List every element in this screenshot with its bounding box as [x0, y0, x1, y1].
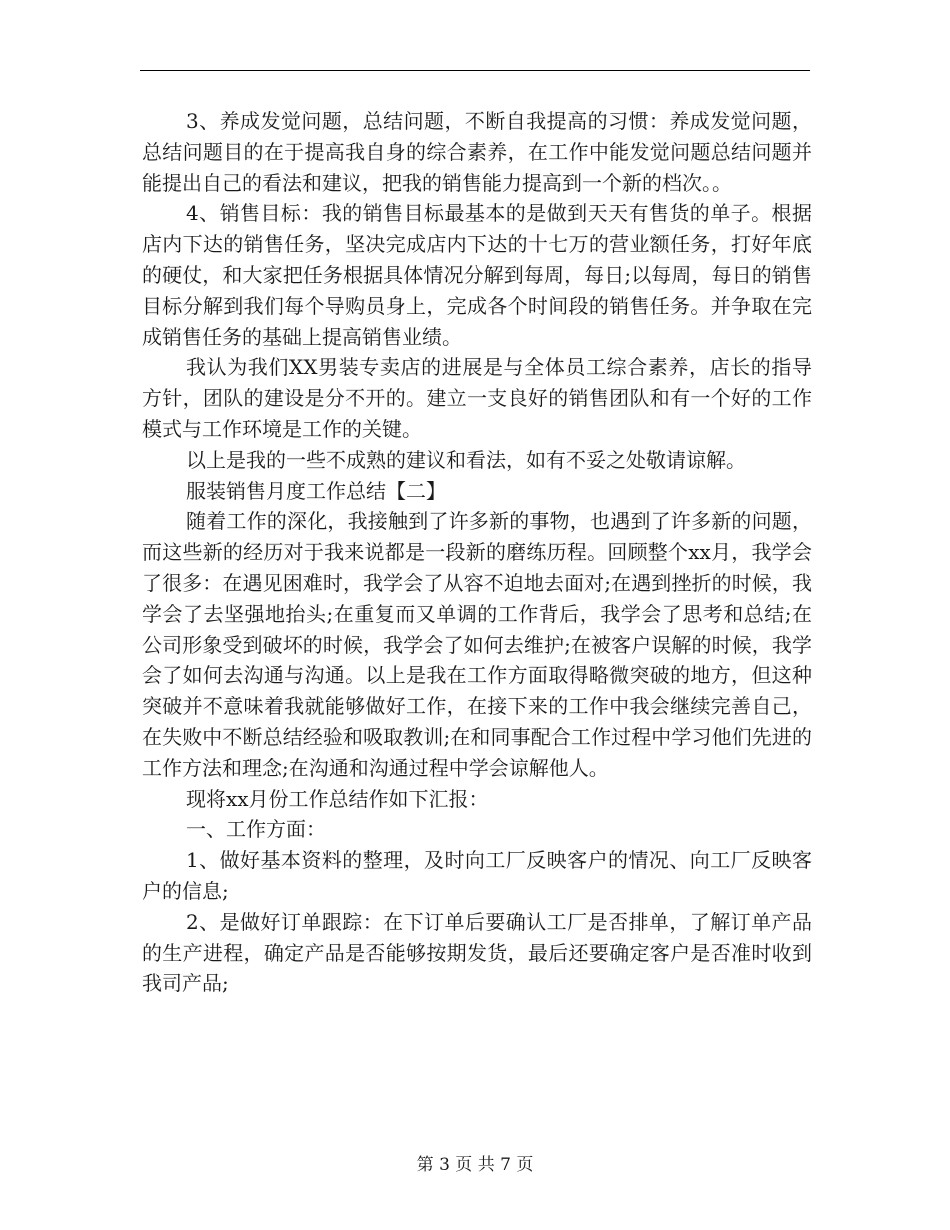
document-body: [142, 106, 812, 999]
subsection-heading: 一、工作方面：: [186, 817, 326, 842]
paragraph: 3、养成发觉问题，总结问题，不断自我提高的习惯：养成发觉问题，总结问题目的在于提高我自身的综合素养，在工作中能发觉问题总结问题并能提出自己的看法和建议，把我的销售能力提高到一个新的档次。。: [142, 109, 812, 195]
paragraph: 以上是我的一些不成熟的建议和看法，如有不妥之处敬请谅解。: [186, 447, 746, 472]
page-number: 第 3 页 共 7 页: [416, 1155, 534, 1175]
paragraph: 1、做好基本资料的整理，及时向工厂反映客户的情况、向工厂反映客户的信息;: [142, 848, 812, 903]
paragraph: 我认为我们XX男装专卖店的进展是与全体员工综合素养，店长的指导方针，团队的建设是分不开的。建立一支良好的销售团队和有一个好的工作模式与工作环境是工作的关键。: [142, 355, 812, 441]
paragraph: 4、销售目标：我的销售目标最基本的是做到天天有售货的单子。根据店内下达的销售任务，坚决完成店内下达的十七万的营业额任务，打好年底的硬仗，和大家把任务根据具体情况分解到每周，每日;以每周，每日的销售目标分解到我们每个导购员身上，完成各个时间段的销售任务。并争取在完成销售任务的基础上提高销售业绩。: [142, 201, 812, 349]
paragraph: 现将xx月份工作总结作如下汇报：: [186, 786, 489, 811]
header-rule: [140, 70, 810, 71]
paragraph: 随着工作的深化，我接触到了许多新的事物，也遇到了许多新的问题，而这些新的经历对于我来说都是一段新的磨练历程。回顾整个xx月，我学会了很多：在遇见困难时，我学会了从容不迫地去面对;在遇到挫折的时候，我学会了去坚强地抬头;在重复而又单调的工作背后，我学会了思考和总结;在公司形象受到破坏的时候，我学会了如何去维护;在被客户误解的时候，我学会了如何去沟通与沟通。以上是我在工作方面取得略微突破的地方，但这种突破并不意味着我就能够做好工作，在接下来的工作中我会继续完善自己，在失败中不断总结经验和吸取教训;在和同事配合工作过程中学习他们先进的工作方法和理念;在沟通和沟通过程中学会谅解他人。: [142, 509, 812, 780]
paragraph: 2、是做好订单跟踪：在下订单后要确认工厂是否排单，了解订单产品的生产进程，确定产品是否能够按期发货，最后还要确定客户是否准时收到我司产品;: [142, 909, 812, 996]
section-heading: 服装销售月度工作总结【二】: [186, 478, 446, 503]
